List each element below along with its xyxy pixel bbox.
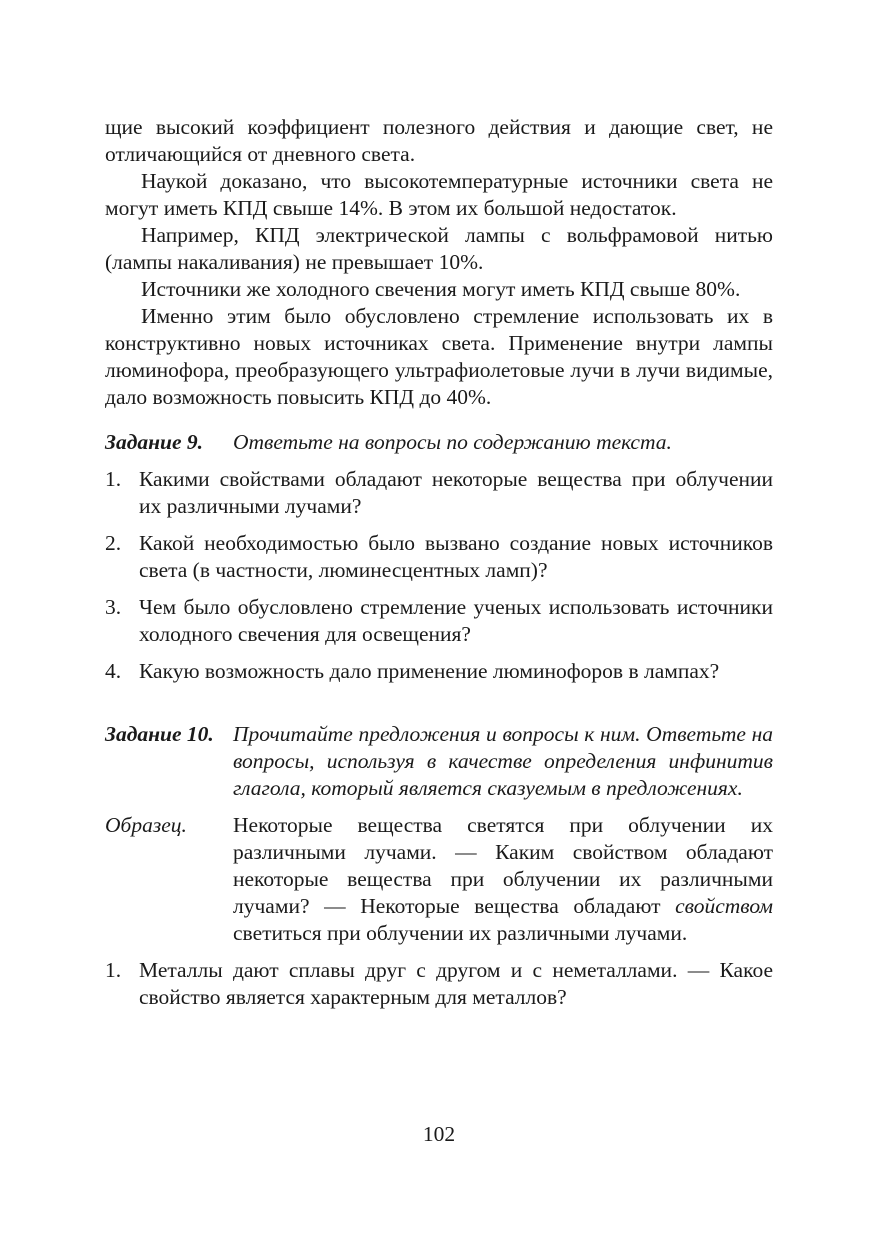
paragraph: Наукой доказано, что высокотемпературные источники света не могут иметь КПД свыше 14%. В этом их большой недостаток. bbox=[105, 169, 773, 220]
task-9-label: Задание 9. bbox=[105, 430, 204, 454]
question-number: 1. bbox=[105, 467, 122, 491]
question-text: Металлы дают сплавы друг с другом и с неметаллами. — Какое свойство является характерным для металлов? bbox=[139, 958, 773, 1009]
task-10-instruction: Прочитайте предложения и вопросы к ним. Ответьте на вопросы, используя в качестве определения инфинитив глагола, который является сказуемым в предложениях. bbox=[233, 722, 773, 800]
task-9-heading bbox=[105, 429, 773, 456]
list-item bbox=[105, 530, 773, 584]
question-text: Какими свойствами обладают некоторые вещества при облучении их различными лучами? bbox=[139, 467, 773, 518]
task-10-heading bbox=[105, 721, 773, 802]
sample-text-part-1: Некоторые вещества светятся при облучении их различными лучами. — Каким свойством обладают некоторые вещества при облучении их различными лучами? — Некоторые вещества обладают bbox=[233, 813, 773, 918]
question-number: 4. bbox=[105, 659, 122, 683]
task-10-questions bbox=[105, 957, 773, 1011]
page-number: 102 bbox=[422, 1122, 456, 1146]
paragraph: Например, КПД электрической лампы с вольфрамовой нитью (лампы накаливания) не превышает 10%. bbox=[105, 223, 773, 274]
question-text: Какой необходимостью было вызвано создание новых источников света (в частности, люминесцентных ламп)? bbox=[139, 531, 773, 582]
question-text: Какую возможность дало применение люминофоров в лампах? bbox=[139, 659, 720, 683]
question-number: 3. bbox=[105, 595, 122, 619]
list-item bbox=[105, 957, 773, 1011]
paragraph-continuation: щие высокий коэффициент полезного действия и дающие свет, не отличающийся от дневного света. bbox=[105, 115, 773, 166]
paragraph: Именно этим было обусловлено стремление использовать их в конструктивно новых источниках света. Применение внутри лампы люминофора, преобразующего ультрафиолетовые лучи в лучи видимые, дало возможность повысить КПД до 40%. bbox=[105, 304, 773, 409]
sample-text-part-2: светиться при облучении их различными лучами. bbox=[233, 921, 688, 945]
task-9-instruction: Ответьте на вопросы по содержанию текста. bbox=[233, 430, 672, 454]
sample-block bbox=[105, 812, 773, 947]
list-item bbox=[105, 466, 773, 520]
task-9-questions bbox=[105, 466, 773, 685]
task-10-label: Задание 10. bbox=[105, 722, 214, 746]
question-text: Чем было обусловлено стремление ученых использовать источники холодного свечения для освещения? bbox=[139, 595, 773, 646]
sample-text-emphasis: свойством bbox=[675, 894, 773, 918]
question-number: 1. bbox=[105, 958, 122, 982]
sample-label: Образец. bbox=[105, 813, 187, 837]
paragraph: Источники же холодного свечения могут иметь КПД свыше 80%. bbox=[141, 277, 741, 301]
list-item bbox=[105, 594, 773, 648]
sample-text bbox=[233, 812, 773, 947]
page-content bbox=[105, 114, 773, 1021]
list-item bbox=[105, 658, 773, 685]
question-number: 2. bbox=[105, 531, 122, 555]
